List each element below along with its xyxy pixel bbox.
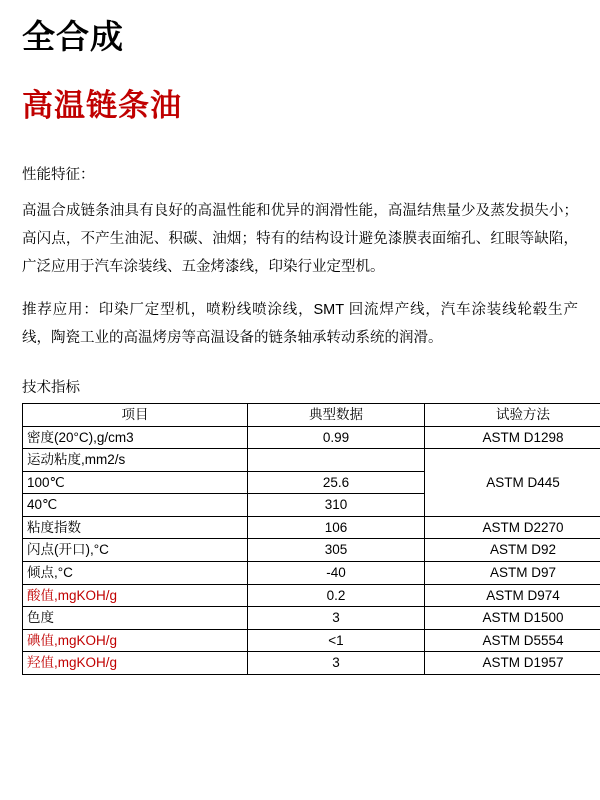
cell-data: 3 [248, 652, 425, 675]
cell-item: 羟值,mgKOH/g [23, 652, 248, 675]
cell-data: 25.6 [248, 471, 425, 494]
page-title: 全合成 [22, 18, 124, 55]
cell-data: <1 [248, 629, 425, 652]
cell-data [248, 449, 425, 472]
cell-item: 100℃ [23, 471, 248, 494]
cell-item: 密度(20°C),g/cm3 [23, 426, 248, 449]
features-label: 性能特征： [22, 166, 95, 183]
column-header-item: 项目 [23, 404, 248, 427]
table-row [23, 516, 600, 539]
table-row [23, 426, 600, 449]
table-row [23, 629, 600, 652]
cell-method: ASTM D1957 [425, 652, 600, 675]
features-paragraph-1: 高温合成链条油具有良好的高温性能和优异的润滑性能，高温结焦量少及蒸发损失小；高闪点，不产生油泥、积碳、油烟；特有的结构设计避免漆膜表面缩孔、红眼等缺陷，广泛应用于汽车涂装线、五金烤漆线，印染行业定型机。 [22, 202, 578, 276]
cell-item: 酸值,mgKOH/g [23, 584, 248, 607]
table-row [23, 562, 600, 585]
cell-item: 运动粘度,mm2/s [23, 449, 248, 472]
column-header-data: 典型数据 [248, 404, 425, 427]
cell-method: ASTM D92 [425, 539, 600, 562]
cell-method: ASTM D2270 [425, 516, 600, 539]
cell-data: 0.99 [248, 426, 425, 449]
cell-item: 倾点,°C [23, 562, 248, 585]
table-header-row [23, 404, 600, 427]
table-row [23, 584, 600, 607]
cell-item: 色度 [23, 607, 248, 630]
cell-data: 305 [248, 539, 425, 562]
cell-method: ASTM D445 [425, 449, 600, 517]
cell-data: -40 [248, 562, 425, 585]
spec-table-caption: 技术指标 [22, 380, 80, 397]
cell-item: 40℃ [23, 494, 248, 517]
table-row [23, 449, 600, 472]
cell-item: 粘度指数 [23, 516, 248, 539]
cell-method: ASTM D1298 [425, 426, 600, 449]
cell-data: 310 [248, 494, 425, 517]
table-row [23, 539, 600, 562]
cell-item: 闪点(开口),°C [23, 539, 248, 562]
column-header-method: 试验方法 [425, 404, 600, 427]
cell-method: ASTM D1500 [425, 607, 600, 630]
cell-method: ASTM D97 [425, 562, 600, 585]
table-row [23, 652, 600, 675]
cell-item: 碘值,mgKOH/g [23, 629, 248, 652]
page-subtitle: 高温链条油 [22, 87, 182, 123]
spec-table [22, 403, 600, 675]
cell-data: 106 [248, 516, 425, 539]
cell-data: 3 [248, 607, 425, 630]
table-row [23, 607, 600, 630]
cell-method: ASTM D5554 [425, 629, 600, 652]
cell-method: ASTM D974 [425, 584, 600, 607]
features-paragraph-2: 推荐应用：印染厂定型机，喷粉线喷涂线，SMT 回流焊产线，汽车涂装线轮毂生产线，陶瓷工业的高温烤房等高温设备的链条轴承转动系统的润滑。 [22, 301, 578, 346]
cell-data: 0.2 [248, 584, 425, 607]
